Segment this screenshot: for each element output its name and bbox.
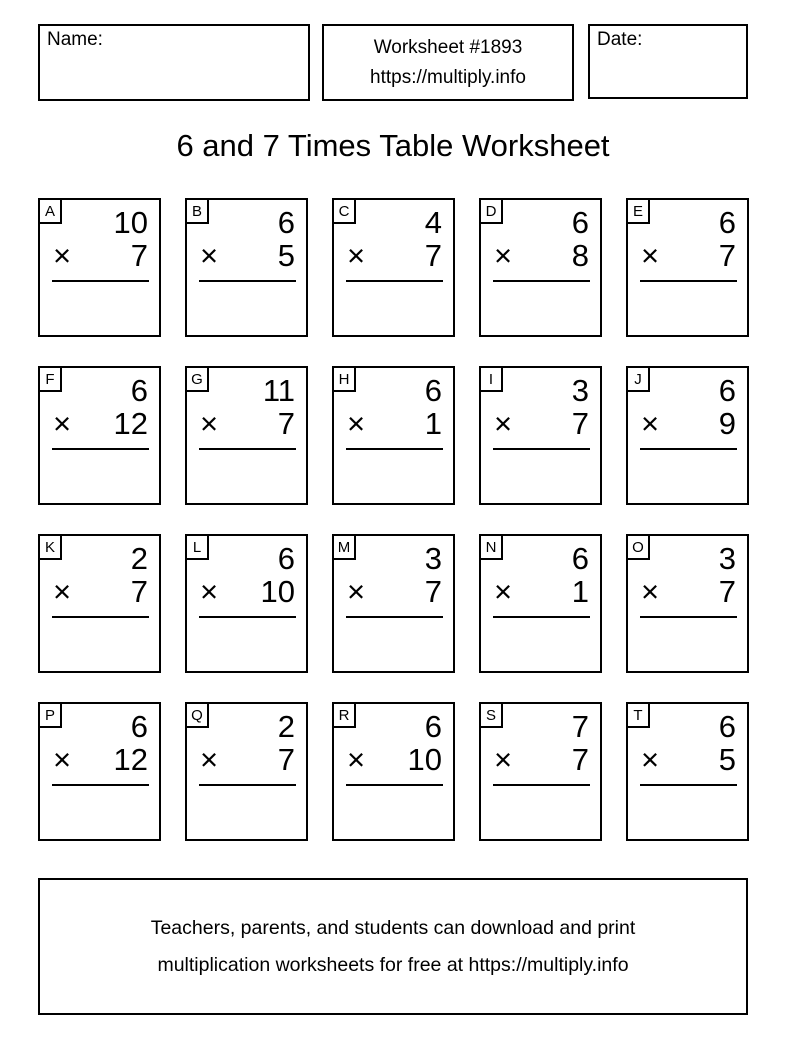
answer-space — [628, 282, 747, 322]
date-field-box — [588, 24, 748, 99]
multiplier-row — [494, 238, 589, 273]
multiplicand: 4 — [424, 205, 442, 240]
multiplicand: 6 — [424, 709, 442, 744]
problem-label: O — [626, 534, 650, 560]
multiplier-row — [200, 742, 295, 777]
problem-card — [185, 366, 308, 505]
problem-label: A — [38, 198, 62, 224]
multiplier-row — [53, 238, 148, 273]
problem-label: Q — [185, 702, 209, 728]
answer-space — [187, 786, 306, 826]
multiplicand: 6 — [130, 709, 148, 744]
multiplier: 9 — [718, 406, 736, 441]
worksheet-number: Worksheet #1893 — [373, 36, 523, 58]
problem-label: F — [38, 366, 62, 392]
worksheet-url: https://multiply.info — [370, 66, 526, 88]
multiply-icon: × — [347, 574, 366, 609]
multiply-icon: × — [641, 574, 660, 609]
problem-label: E — [626, 198, 650, 224]
multiply-icon: × — [53, 238, 72, 273]
multiplier-row — [200, 574, 295, 609]
multiply-icon: × — [200, 238, 219, 273]
multiplicand: 6 — [277, 205, 295, 240]
multiplicand: 3 — [718, 541, 736, 576]
problem-label: C — [332, 198, 356, 224]
multiplier-row — [494, 406, 589, 441]
multiplier: 7 — [424, 238, 442, 273]
multiply-icon: × — [494, 742, 513, 777]
multiplier-row — [347, 574, 442, 609]
answer-space — [481, 282, 600, 322]
multiplier: 7 — [718, 238, 736, 273]
multiplier: 12 — [113, 406, 148, 441]
answer-space — [334, 282, 453, 322]
multiplier: 7 — [130, 238, 148, 273]
multiplier: 5 — [718, 742, 736, 777]
problem-label: D — [479, 198, 503, 224]
footer-note-box — [38, 878, 748, 1015]
multiplicand: 6 — [718, 709, 736, 744]
multiplier: 5 — [277, 238, 295, 273]
footer-line-2: multiplication worksheets for free at https://multiply.info — [157, 953, 629, 976]
footer-line-1: Teachers, parents, and students can download and print — [150, 916, 636, 939]
multiplicand: 3 — [571, 373, 589, 408]
answer-space — [628, 786, 747, 826]
multiplier-row — [200, 238, 295, 273]
multiplier-row — [641, 406, 736, 441]
multiplier-row — [347, 238, 442, 273]
problem-label: M — [332, 534, 356, 560]
multiply-icon: × — [200, 574, 219, 609]
problem-label: T — [626, 702, 650, 728]
multiply-icon: × — [641, 238, 660, 273]
multiplier-row — [641, 238, 736, 273]
multiplicand: 7 — [571, 709, 589, 744]
problem-card — [332, 198, 455, 337]
multiplier-row — [641, 574, 736, 609]
answer-space — [40, 282, 159, 322]
answer-space — [481, 618, 600, 658]
problem-card — [38, 366, 161, 505]
multiply-icon: × — [494, 406, 513, 441]
multiplier-row — [494, 574, 589, 609]
multiplicand: 2 — [277, 709, 295, 744]
problem-card — [332, 534, 455, 673]
multiply-icon: × — [53, 406, 72, 441]
problem-label: K — [38, 534, 62, 560]
answer-space — [628, 618, 747, 658]
multiplicand: 6 — [571, 205, 589, 240]
problem-card — [626, 534, 749, 673]
problem-card — [38, 702, 161, 841]
problem-card — [626, 198, 749, 337]
multiplier-row — [347, 406, 442, 441]
multiplier: 8 — [571, 238, 589, 273]
answer-space — [187, 282, 306, 322]
answer-space — [481, 786, 600, 826]
problem-card — [185, 534, 308, 673]
page-title: 6 and 7 Times Table Worksheet — [176, 128, 610, 163]
answer-space — [334, 618, 453, 658]
multiplier-row — [53, 574, 148, 609]
problem-label: N — [479, 534, 503, 560]
multiplier-row — [53, 742, 148, 777]
multiply-icon: × — [200, 406, 219, 441]
problem-card — [38, 534, 161, 673]
multiplier: 10 — [407, 742, 442, 777]
problem-card — [479, 702, 602, 841]
date-label: Date: — [597, 29, 643, 50]
multiplier: 10 — [260, 574, 295, 609]
worksheet-info-box — [322, 24, 574, 101]
multiplicand: 11 — [262, 373, 295, 408]
problem-label: H — [332, 366, 356, 392]
multiplicand: 2 — [130, 541, 148, 576]
multiplicand: 3 — [424, 541, 442, 576]
problem-card — [185, 702, 308, 841]
problem-label: P — [38, 702, 62, 728]
problem-card — [332, 702, 455, 841]
multiply-icon: × — [347, 742, 366, 777]
multiplier: 7 — [277, 742, 295, 777]
problem-label: S — [479, 702, 503, 728]
problem-card — [479, 534, 602, 673]
multiplicand: 6 — [424, 373, 442, 408]
multiplier-row — [494, 742, 589, 777]
answer-space — [187, 618, 306, 658]
multiply-icon: × — [200, 742, 219, 777]
problem-card — [332, 366, 455, 505]
multiply-icon: × — [494, 238, 513, 273]
answer-space — [334, 450, 453, 490]
multiplier: 12 — [113, 742, 148, 777]
answer-space — [481, 450, 600, 490]
multiplier: 7 — [571, 742, 589, 777]
multiplier-row — [53, 406, 148, 441]
multiply-icon: × — [53, 574, 72, 609]
multiplier: 7 — [277, 406, 295, 441]
problem-label: B — [185, 198, 209, 224]
problem-card — [185, 198, 308, 337]
problem-card — [479, 366, 602, 505]
multiply-icon: × — [641, 406, 660, 441]
multiplier: 1 — [424, 406, 442, 441]
multiplier: 7 — [718, 574, 736, 609]
multiplicand: 6 — [718, 373, 736, 408]
multiplicand: 6 — [718, 205, 736, 240]
problem-label: J — [626, 366, 650, 392]
problems-grid — [38, 198, 749, 841]
multiplier: 1 — [571, 574, 589, 609]
multiplier: 7 — [571, 406, 589, 441]
multiply-icon: × — [641, 742, 660, 777]
multiplier-row — [641, 742, 736, 777]
problem-card — [626, 702, 749, 841]
multiply-icon: × — [53, 742, 72, 777]
problem-card — [626, 366, 749, 505]
answer-space — [628, 450, 747, 490]
name-field-box — [38, 24, 310, 101]
multiplier-row — [347, 742, 442, 777]
name-label: Name: — [47, 29, 103, 50]
answer-space — [334, 786, 453, 826]
answer-space — [40, 786, 159, 826]
problem-card — [479, 198, 602, 337]
answer-space — [40, 450, 159, 490]
multiply-icon: × — [347, 406, 366, 441]
multiplicand: 6 — [277, 541, 295, 576]
multiply-icon: × — [494, 574, 513, 609]
problem-label: G — [185, 366, 209, 392]
multiplicand: 6 — [571, 541, 589, 576]
problem-card — [38, 198, 161, 337]
multiplier-row — [200, 406, 295, 441]
multiplicand: 6 — [130, 373, 148, 408]
multiplicand: 10 — [113, 205, 148, 240]
multiply-icon: × — [347, 238, 366, 273]
problem-label: I — [479, 366, 503, 392]
problem-label: L — [185, 534, 209, 560]
answer-space — [187, 450, 306, 490]
multiplier: 7 — [130, 574, 148, 609]
answer-space — [40, 618, 159, 658]
multiplier: 7 — [424, 574, 442, 609]
problem-label: R — [332, 702, 356, 728]
